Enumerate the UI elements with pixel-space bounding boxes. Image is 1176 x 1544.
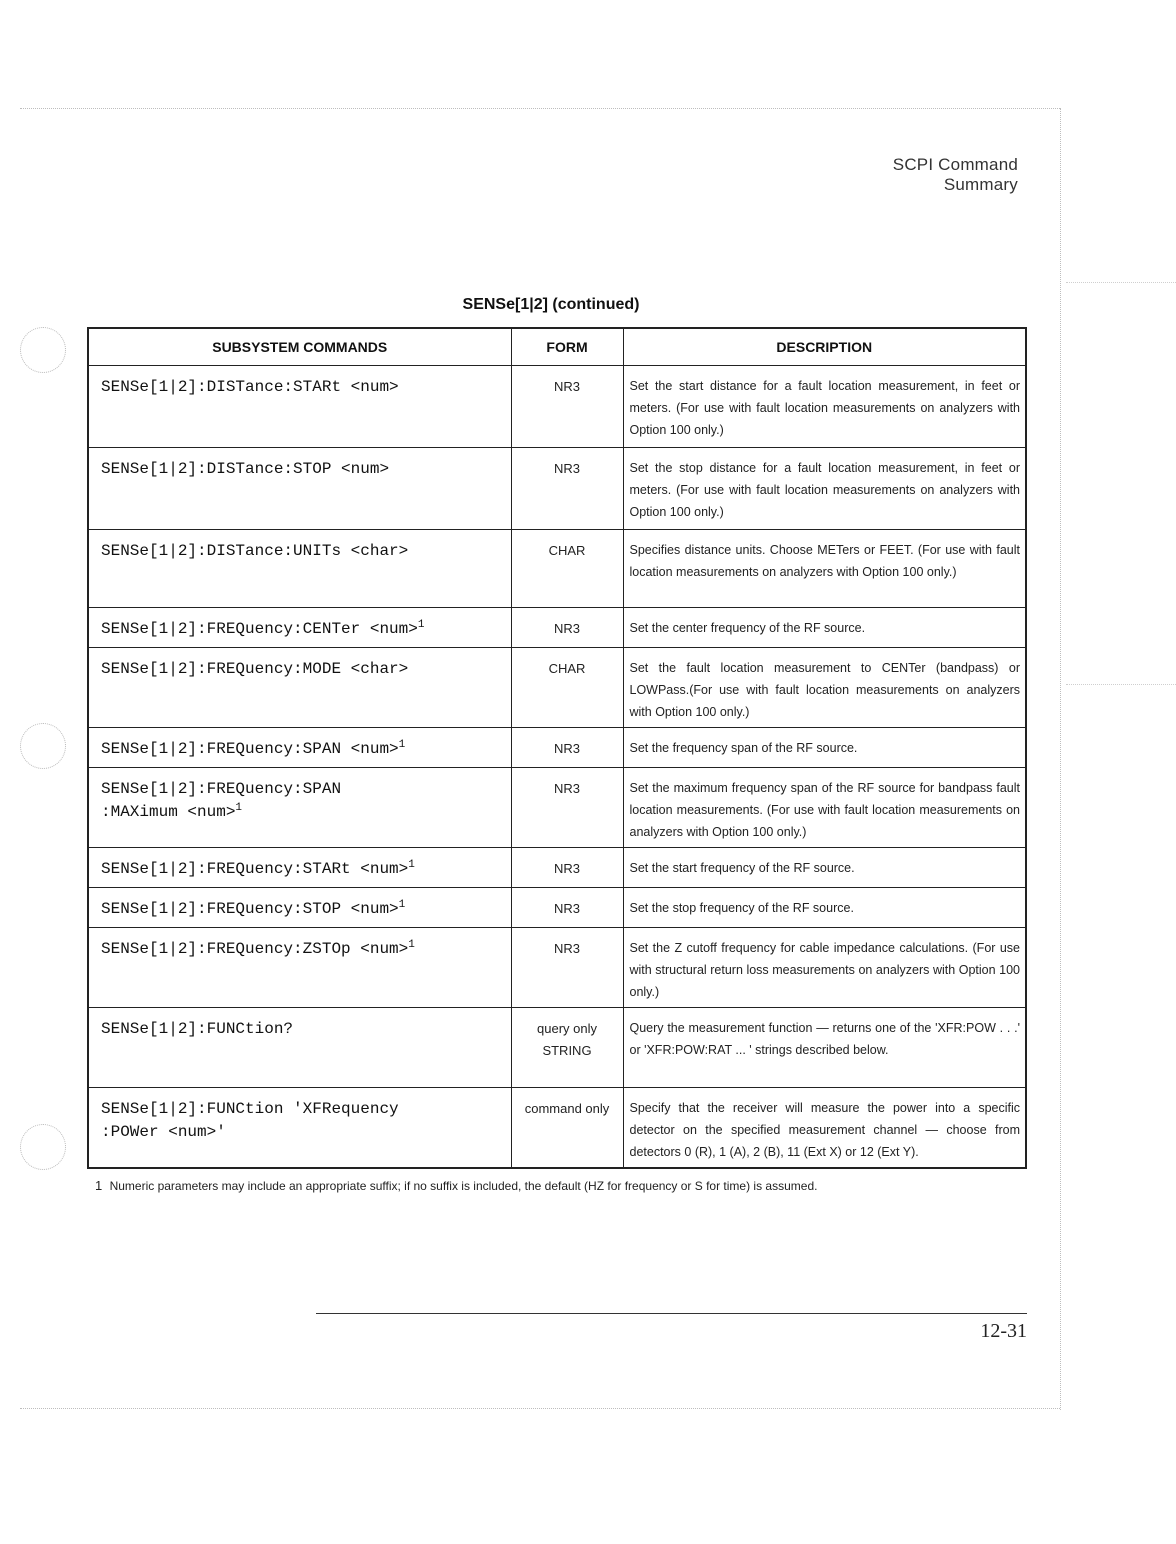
form-cell: NR3	[511, 888, 623, 928]
command-text: SENSe[1|2]:DISTance:STARt <num>	[101, 378, 399, 396]
footnote-ref: 1	[408, 939, 415, 951]
column-header-command: SUBSYSTEM COMMANDS	[88, 328, 511, 366]
description-cell: Specifies distance units. Choose METers or FEET. (For use with fault location measurements on analyzers with Option 100 only.)	[623, 530, 1026, 608]
table-title: SENSe[1|2] (continued)	[462, 296, 640, 313]
command-text: SENSe[1|2]:FREQuency:MODE <char>	[101, 660, 409, 678]
table-row	[88, 448, 1026, 530]
binder-hole-icon	[20, 327, 66, 373]
command-cell	[88, 728, 511, 768]
command-cell	[88, 530, 511, 608]
form-text-continued: STRING	[542, 1043, 592, 1058]
description-cell: Specify that the receiver will measure the power into a specific detector on the specified measurement channel — choose from detectors 0 (R), 1 (A), 2 (B), 11 (Ext X) or 12 (Ext Y).	[623, 1088, 1026, 1169]
footnote-marker: 1	[95, 1178, 103, 1193]
form-cell: NR3	[511, 728, 623, 768]
command-text: SENSe[1|2]:FREQuency:STOP <num>	[101, 900, 399, 918]
table-row	[88, 888, 1026, 928]
footnote-ref: 1	[417, 619, 425, 631]
footnote-ref: 1	[235, 802, 243, 814]
description-cell: Set the center frequency of the RF source.	[623, 608, 1026, 648]
command-text: SENSe[1|2]:FREQuency:ZSTOp <num>	[101, 940, 409, 958]
command-cell	[88, 648, 511, 728]
form-cell: NR3	[511, 448, 623, 530]
command-text: SENSe[1|2]:FREQuency:SPAN <num>	[101, 740, 399, 758]
scan-border-bottom	[20, 1408, 1060, 1409]
form-cell: NR3	[511, 848, 623, 888]
command-text-continued: :MAXimum <num>	[101, 803, 236, 821]
description-cell: Set the fault location measurement to CENTer (bandpass) or LOWPass.(For use with fault location measurements on analyzers with Option 100 only.)	[623, 648, 1026, 728]
table-header-row	[88, 328, 1026, 366]
description-cell: Set the start distance for a fault location measurement, in feet or meters. (For use with fault location measurements on analyzers with Option 100 only.)	[623, 366, 1026, 448]
form-cell: CHAR	[511, 648, 623, 728]
binder-hole-icon	[20, 723, 66, 769]
footnote-ref: 1	[408, 859, 415, 871]
table-row	[88, 1088, 1026, 1169]
table-row	[88, 1008, 1026, 1088]
command-cell	[88, 888, 511, 928]
command-text: SENSe[1|2]:FUNCtion 'XFRequency	[101, 1100, 399, 1118]
footnote-ref: 1	[398, 899, 406, 911]
footer-rule	[316, 1313, 1027, 1314]
table-row	[88, 928, 1026, 1008]
description-cell: Set the stop frequency of the RF source.	[623, 888, 1026, 928]
description-cell: Set the maximum frequency span of the RF source for bandpass fault location measurements. (For use with fault location measurements on analyzers with Option 100 only.)	[623, 768, 1026, 848]
form-cell: command only	[511, 1088, 623, 1169]
description-cell: Set the stop distance for a fault location measurement, in feet or meters. (For use with fault location measurements on analyzers with Option 100 only.)	[623, 448, 1026, 530]
footnote-text: Numeric parameters may include an appropriate suffix; if no suffix is included, the default (HZ for frequency or S for time) is assumed.	[109, 1179, 818, 1193]
binder-hole-icon	[20, 1124, 66, 1170]
command-text: SENSe[1|2]:FREQuency:SPAN	[101, 780, 342, 798]
command-text: SENSe[1|2]:DISTance:STOP <num>	[101, 460, 390, 478]
command-cell	[88, 1088, 511, 1169]
command-cell	[88, 768, 511, 848]
table-row	[88, 648, 1026, 728]
table-row	[88, 608, 1026, 648]
command-text: SENSe[1|2]:DISTance:UNITs <char>	[101, 542, 409, 560]
scan-mark	[1066, 684, 1176, 685]
command-table	[87, 327, 1027, 1169]
scan-border-top	[20, 108, 1060, 109]
form-cell: NR3	[511, 366, 623, 448]
footnote	[95, 1178, 995, 1193]
column-header-form: FORM	[511, 328, 623, 366]
column-header-description: DESCRIPTION	[623, 328, 1026, 366]
form-cell	[511, 1008, 623, 1088]
footnote-ref: 1	[398, 739, 406, 751]
description-cell: Set the start frequency of the RF source.	[623, 848, 1026, 888]
command-text-continued: :POWer <num>'	[101, 1123, 226, 1141]
form-cell: NR3	[511, 608, 623, 648]
table-row	[88, 366, 1026, 448]
command-cell	[88, 1008, 511, 1088]
form-cell: NR3	[511, 768, 623, 848]
form-cell: CHAR	[511, 530, 623, 608]
command-cell	[88, 928, 511, 1008]
scan-border-right	[1060, 108, 1061, 1410]
command-cell	[88, 366, 511, 448]
description-cell: Set the frequency span of the RF source.	[623, 728, 1026, 768]
command-text: SENSe[1|2]:FREQuency:STARt <num>	[101, 860, 409, 878]
description-cell: Query the measurement function — returns one of the 'XFR:POW . . .' or 'XFR:POW:RAT ... ' strings described below.	[623, 1008, 1026, 1088]
command-text: SENSe[1|2]:FREQuency:CENTer <num>	[101, 620, 418, 638]
command-text: SENSe[1|2]:FUNCtion?	[101, 1020, 294, 1038]
table-row	[88, 728, 1026, 768]
scan-mark	[1066, 282, 1176, 283]
form-text: query only	[537, 1021, 597, 1036]
command-cell	[88, 608, 511, 648]
running-head: SCPI Command Summary	[892, 155, 1018, 194]
command-cell	[88, 448, 511, 530]
table-row	[88, 768, 1026, 848]
form-cell: NR3	[511, 928, 623, 1008]
description-cell: Set the Z cutoff frequency for cable impedance calculations. (For use with structural return loss measurements on analyzers with Option 100 only.)	[623, 928, 1026, 1008]
table-row	[88, 848, 1026, 888]
command-cell	[88, 848, 511, 888]
table-row	[88, 530, 1026, 608]
page-number: 12-31	[980, 1320, 1027, 1342]
